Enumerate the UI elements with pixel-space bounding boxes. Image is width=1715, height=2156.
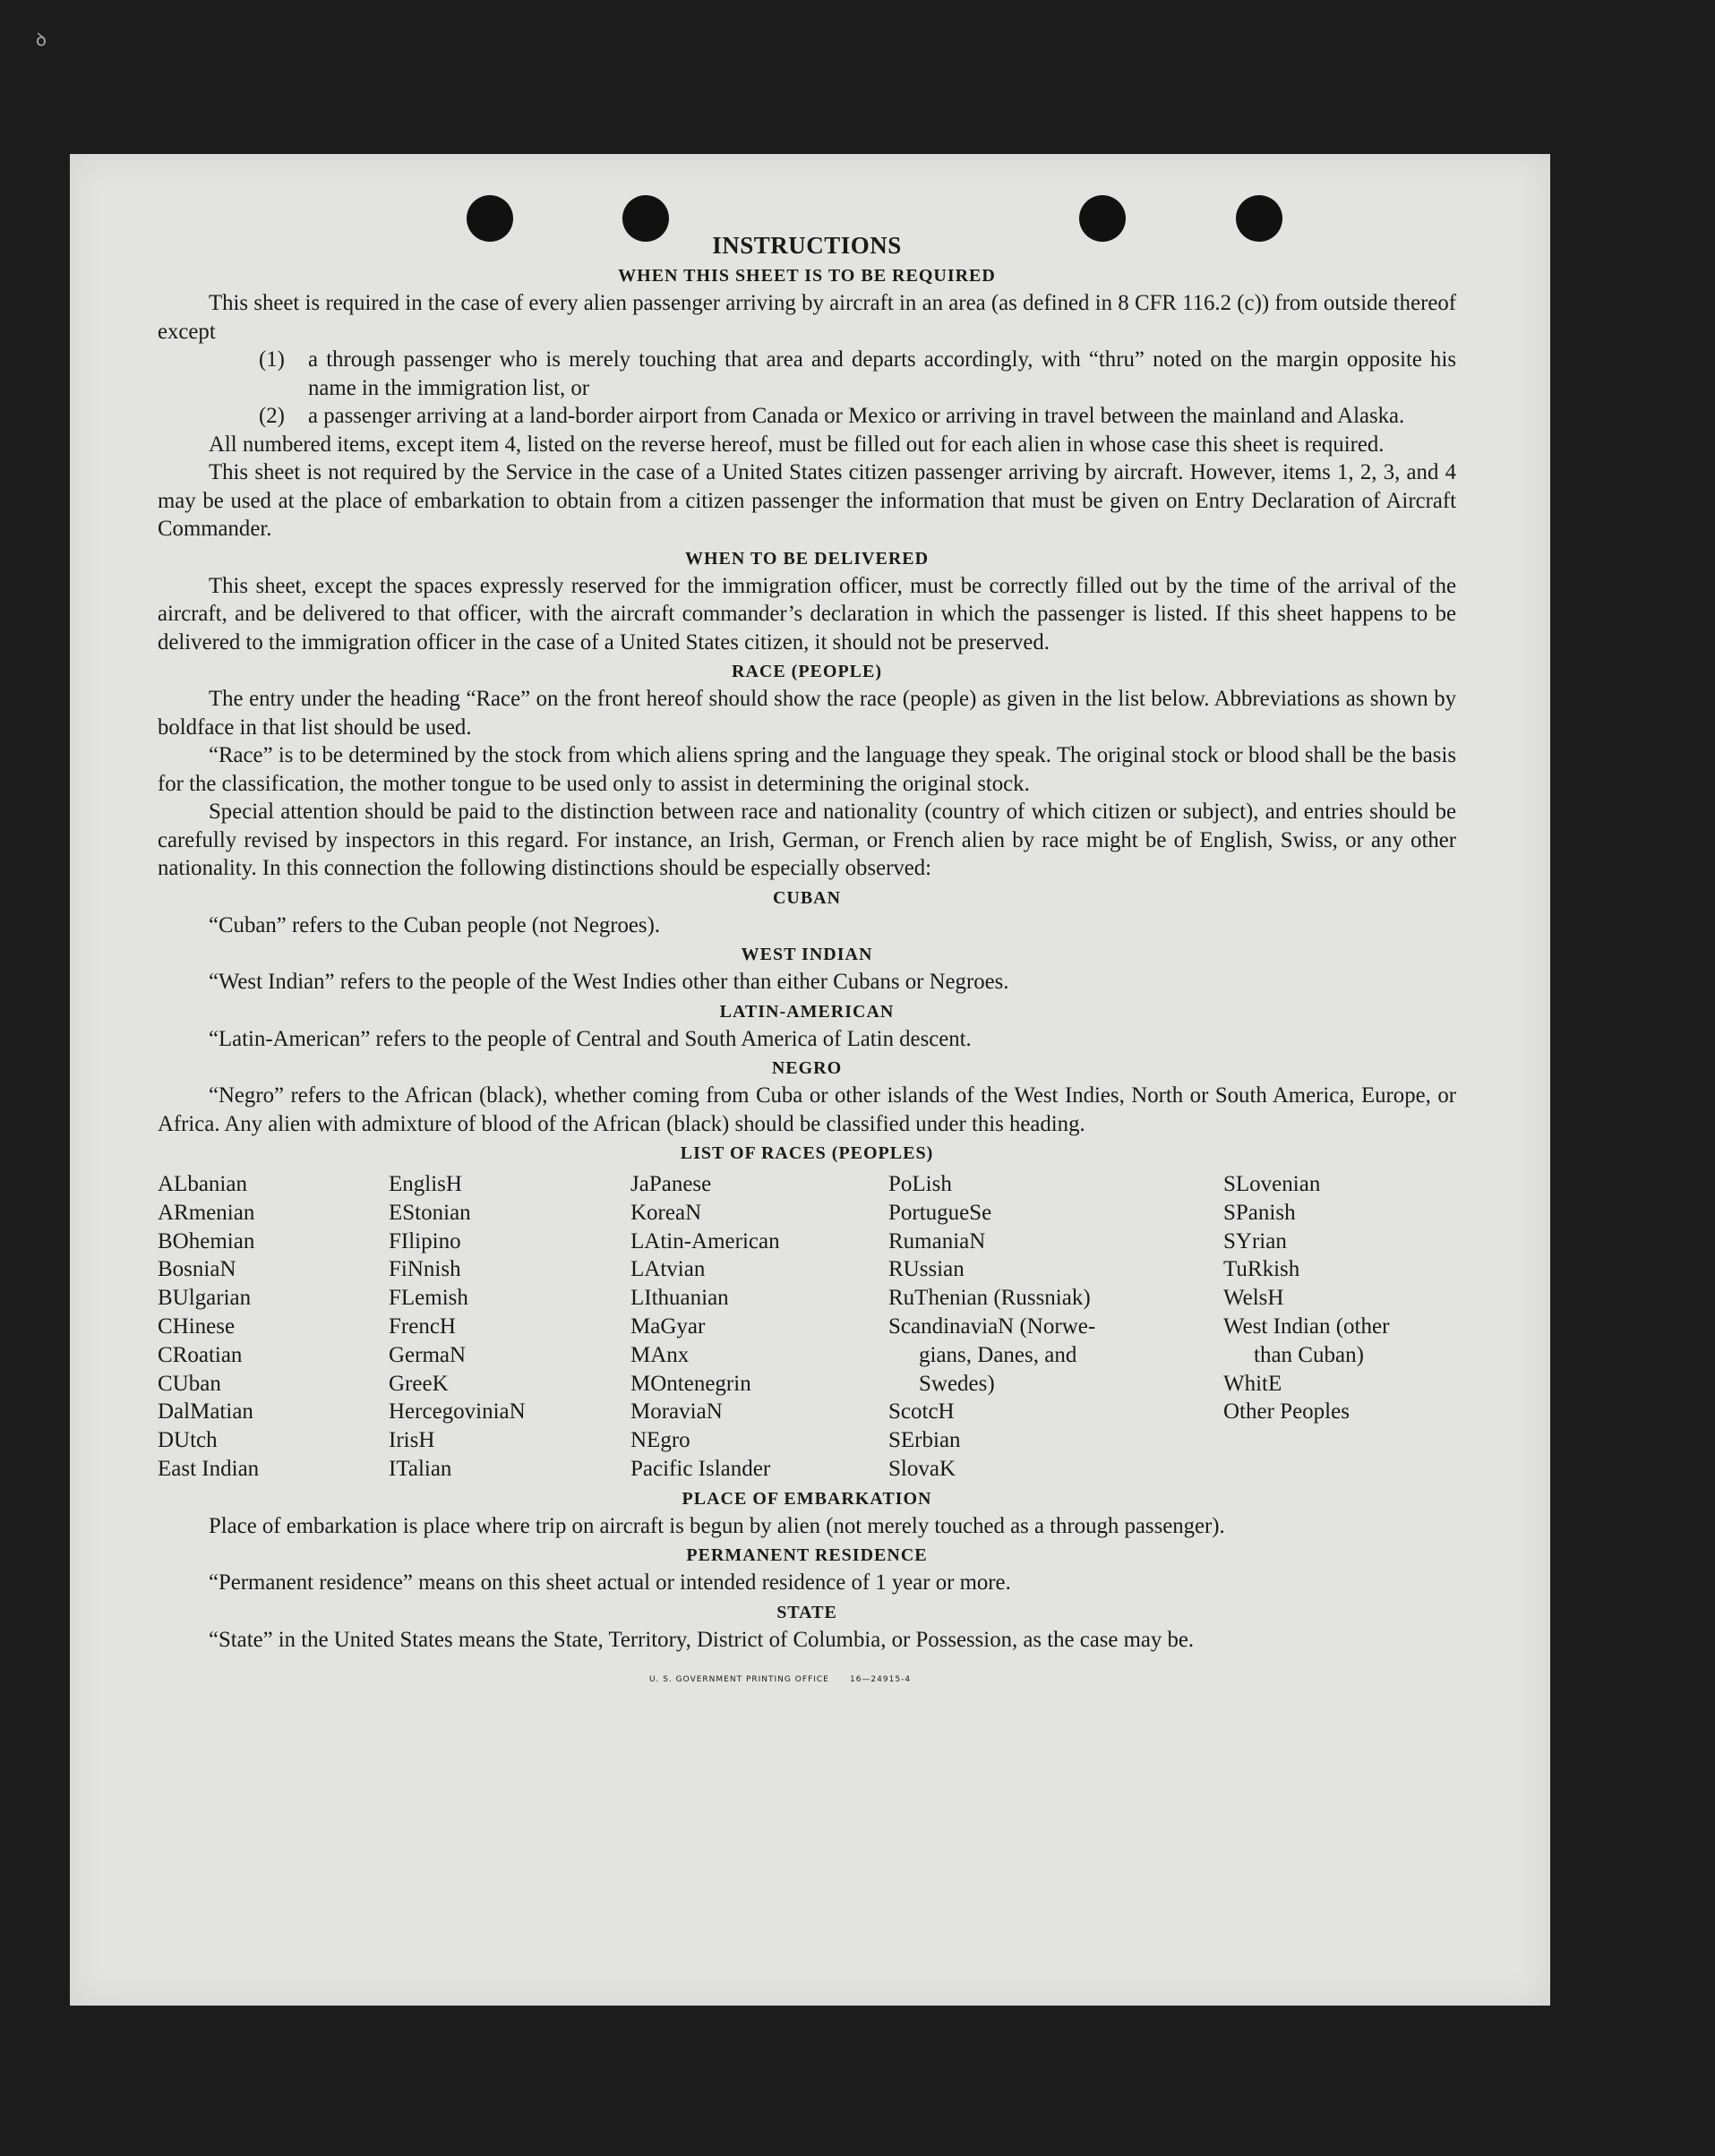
race-entry: WelsH [1223,1286,1284,1311]
race-entry: WhitE [1223,1371,1282,1396]
section-heading: PLACE OF EMBARKATION [682,1488,932,1509]
race-entry: SPanish [1223,1200,1296,1225]
race-entry: LAtvian [630,1257,706,1282]
section-heading: WEST INDIAN [741,945,873,964]
paragraph: “West Indian” refers to the people of the West Indies other than either Cubans or Negroes. [209,970,1009,994]
race-entry: SErbian [888,1428,961,1453]
race-entry: FrencH [389,1313,456,1339]
race-entry: FiNnish [389,1257,461,1282]
race-entry: DalMatian [158,1399,253,1424]
race-entry: MaGyar [630,1313,706,1339]
race-column [1223,1170,1456,1484]
race-column [888,1170,1223,1484]
race-entry: SlovaK [888,1456,956,1481]
item-number: (2) [259,404,285,428]
race-column [158,1170,389,1484]
paragraph: “Negro” refers to the African (black), whether coming from Cuba or other islands of the West Indies, North or South America, Europe, or Africa. Any alien with admixture of blood of the African (black) should be classified under this heading. [158,1083,1456,1136]
section-heading: LIST OF RACES (PEOPLES) [680,1143,934,1163]
race-entry: MoraviaN [630,1399,723,1424]
paragraph: This sheet, except the spaces expressly reserved for the immigration officer, must be correctly filled out by the time of the arrival of the aircraft, and be delivered to that officer, with the aircraft commander’s declaration in which the passenger is listed. If this sheet happens to be delivered to the immigration officer in the case of a United States citizen, it should not be preserved. [158,573,1456,654]
race-entry: PortugueSe [888,1200,992,1225]
form-code: 16—24915-4 [849,1675,912,1685]
race-entry: Other Peoples [1223,1399,1350,1424]
list-item [259,346,1456,402]
race-entry: MAnx [630,1342,690,1367]
sheet-content [158,230,1456,1695]
item-number: (1) [259,347,285,372]
race-entry: RUssian [888,1257,965,1282]
list-item [259,402,1456,431]
race-entry: BosniaN [158,1257,236,1282]
race-entry: Pacific Islander [630,1456,771,1481]
race-entry: ScotcH [888,1399,955,1424]
section-heading: WHEN THIS SHEET IS TO BE REQUIRED [618,266,996,286]
corner-mark: ꝺ [36,30,47,50]
race-column [630,1170,888,1484]
paragraph: This sheet is not required by the Service in the case of a United States citizen passenger arriving by aircraft. However, items 1, 2, 3, and 4 may be used at the place of embarkation to obtain from a citizen passenger the information that must be given on Entry Declaration of Aircraft Commander. [158,460,1456,541]
section-heading: NEGRO [771,1058,843,1078]
race-entry: HercegoviniaN [389,1399,526,1424]
printer-footer [104,1666,1456,1695]
paragraph: “State” in the United States means the State, Territory, District of Columbia, or Possession, as the case may be. [209,1627,1195,1652]
section-heading: PERMANENT RESIDENCE [686,1545,928,1566]
paragraph: All numbered items, except item 4, listed on the reverse hereof, must be filled out for each alien in whose case this sheet is required. [209,432,1385,457]
page-title: INSTRUCTIONS [712,232,902,259]
race-entry: RumaniaN [888,1228,986,1253]
paragraph: Special attention should be paid to the distinction between race and nationality (country of which citizen or subject), and entries should be carefully revised by inspectors in this regard. For instance, an Irish, German, or French alien by race might be of English, Swiss, or any other nationality. In this connection the following distinctions should be especially observed: [158,800,1456,880]
race-entry: Swedes) [919,1371,995,1396]
race-entry: LAtin-American [630,1228,780,1253]
paragraph: “Latin-American” refers to the people of Central and South America of Latin descent. [209,1026,972,1051]
item-text: a passenger arriving at a land-border airport from Canada or Mexico or arriving in travel between the mainland and Alaska. [308,404,1405,428]
paragraph: This sheet is required in the case of every alien passenger arriving by aircraft in an area (as defined in 8 CFR 116.2 (c)) from outside thereof except [158,291,1456,344]
race-entry: LIthuanian [630,1286,729,1311]
race-entry: GreeK [389,1371,449,1396]
race-entry: FLemish [389,1286,468,1311]
race-entry: DUtch [158,1428,218,1453]
race-entry: ARmenian [158,1200,255,1225]
section-heading: LATIN-AMERICAN [719,1001,895,1022]
paragraph: “Permanent residence” means on this sheet actual or intended residence of 1 year or more. [209,1570,1011,1596]
section-heading: STATE [776,1602,837,1622]
race-entry: ALbanian [158,1172,247,1196]
race-entry: than Cuban) [1254,1342,1364,1367]
race-entry: West Indian (other [1223,1313,1390,1339]
race-entry: BOhemian [158,1228,255,1253]
race-entry: ITalian [389,1456,452,1481]
race-entry: East Indian [158,1456,260,1481]
race-entry: NEgro [630,1428,690,1453]
paragraph: “Cuban” refers to the Cuban people (not Negroes). [209,912,661,937]
race-entry: TuRkish [1223,1257,1300,1282]
instruction-sheet [70,154,1550,2006]
race-entry: KoreaN [630,1200,702,1225]
paragraph: “Race” is to be determined by the stock from which aliens spring and the language they speak. The original stock or blood shall be the basis for the classification, the mother tongue to be used only to assist in determining the original stock. [158,743,1456,796]
section-heading: WHEN TO BE DELIVERED [684,548,930,569]
race-entry: MOntenegrin [630,1371,751,1396]
race-entry: BUlgarian [158,1286,252,1311]
race-entry: EStonian [389,1200,471,1225]
race-entry: PoLish [888,1172,952,1196]
race-list [158,1170,1456,1484]
section-heading: RACE (PEOPLE) [732,662,882,681]
race-entry: ScandinaviaN (Norwe- [888,1313,1096,1339]
item-text: a through passenger who is merely touching that area and departs accordingly, with “thru” noted on the margin opposite his name in the immigration list, or [308,347,1456,400]
race-entry: gians, Danes, and [919,1342,1077,1367]
race-entry: GermaN [389,1342,467,1367]
race-entry: SLovenian [1223,1172,1321,1196]
paragraph: Place of embarkation is place where trip on aircraft is begun by alien (not merely touched as a through passenger). [209,1513,1225,1538]
race-entry: CHinese [158,1313,236,1339]
race-column [389,1170,630,1484]
section-heading: CUBAN [772,887,842,908]
race-entry: JaPanese [630,1172,712,1196]
race-entry: CUban [158,1371,221,1396]
race-entry: IrisH [389,1428,435,1453]
printer-name: U. S. GOVERNMENT PRINTING OFFICE [648,1675,829,1685]
race-entry: CRoatian [158,1342,243,1367]
race-entry: EnglisH [389,1172,462,1196]
race-entry: RuThenian (Russniak) [888,1286,1091,1311]
race-entry: SYrian [1223,1228,1287,1253]
paragraph: The entry under the heading “Race” on the front hereof should show the race (people) as given in the list below. Abbreviations as shown by boldface in that list should be used. [158,687,1456,740]
race-entry: FIlipino [389,1228,461,1253]
